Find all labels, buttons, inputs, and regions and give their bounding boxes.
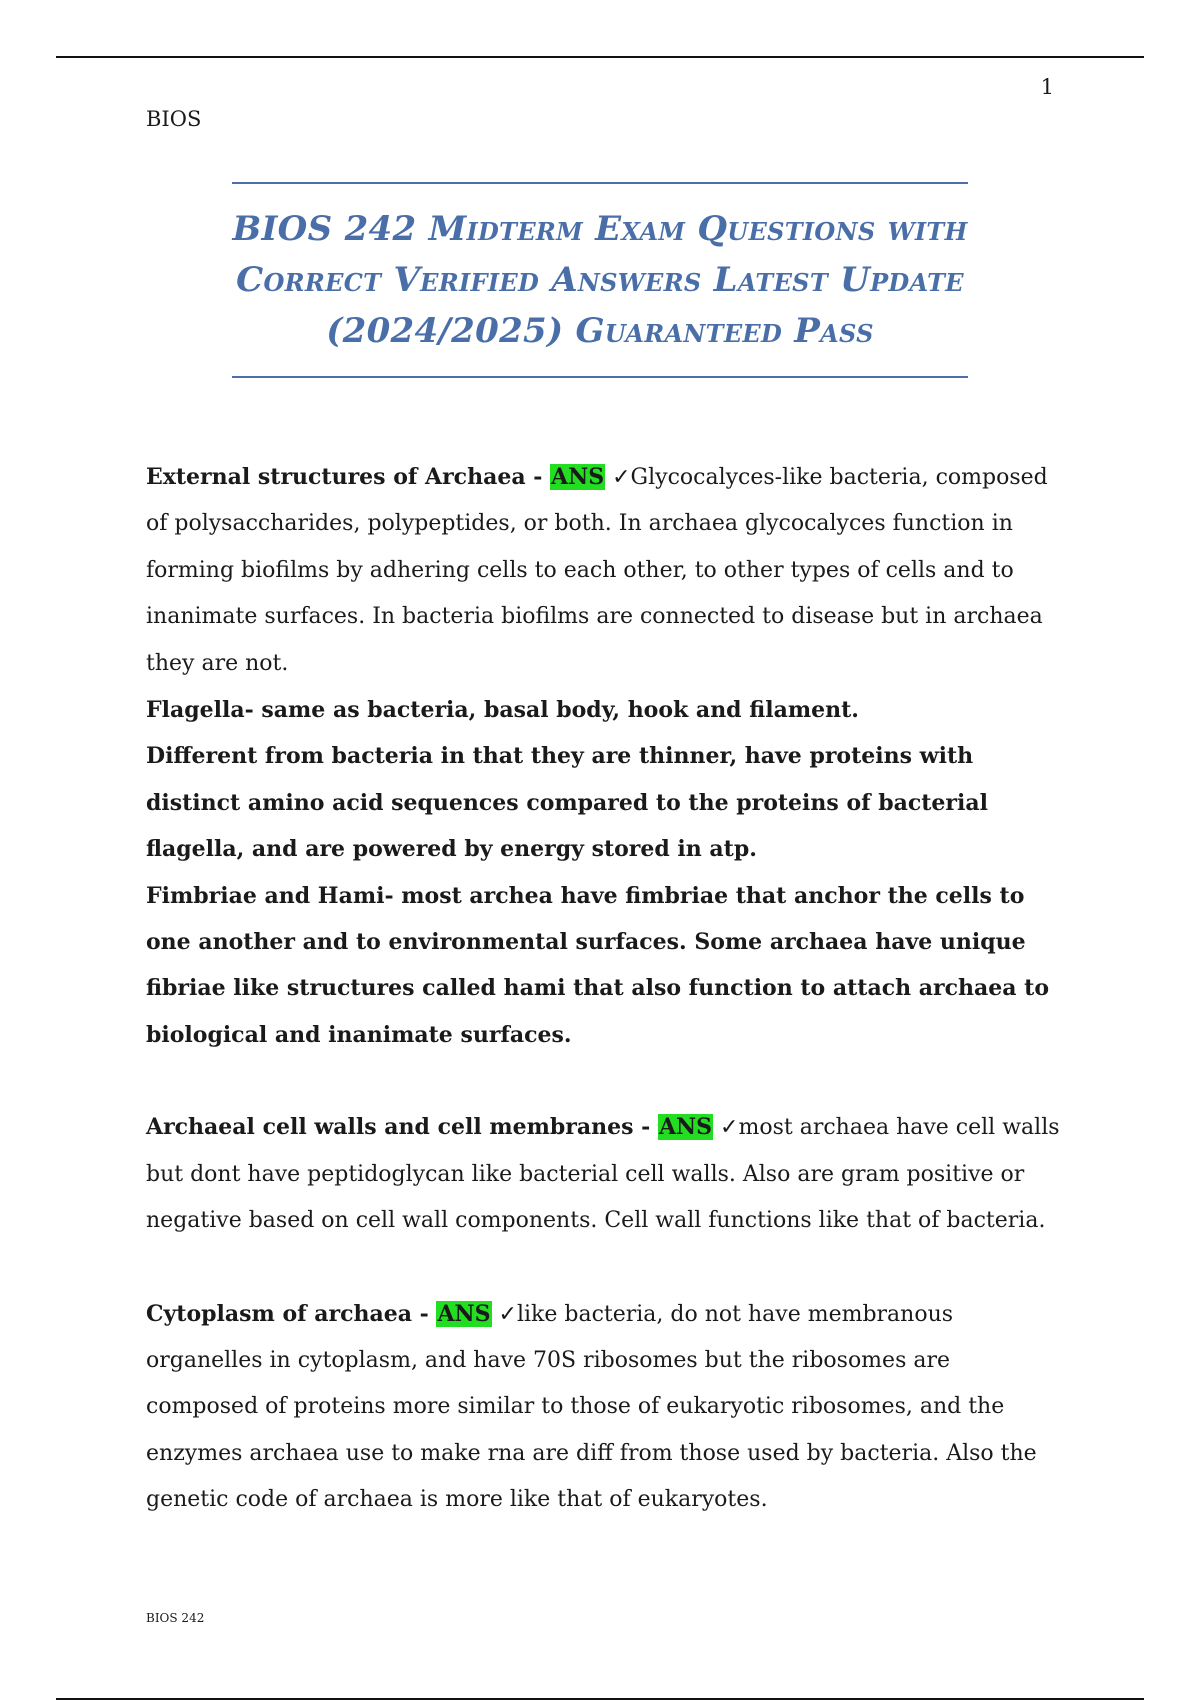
footer-label: BIOS 242 [146, 1611, 205, 1625]
entry-cell-walls [146, 1104, 1066, 1244]
title-line-2: Correct Verified Answers Latest Update [236, 260, 964, 300]
answer-text: Glycocalyces-like bacteria, composed of polysaccharides, polypeptides, or both. In archaea glycocalyces function in forming biofilms by adhering cells to each other, to other types of cells and to inanimate surfaces. In bacteria biofilms are connected to disease but in archaea they are not. [146, 465, 1048, 676]
paragraph-gap [146, 1245, 1066, 1291]
ans-label: ANS [551, 464, 605, 490]
paragraph-gap [146, 1058, 1066, 1104]
document-body [146, 454, 1066, 1524]
answer-text: like bacteria, do not have membranous organelles in cytoplasm, and have 70S ribosomes but the ribosomes are composed of proteins more similar to those of eukaryotic ribosomes, and the enzymes archaea use to make rna are diff from those used by bacteria. Also the genetic code of archaea is more like that of eukaryotes. [146, 1301, 1037, 1513]
page-number: 1 [1040, 75, 1054, 99]
document-title [232, 204, 968, 357]
extra-flagella: Flagella- same as bacteria, basal body, hook and filament. [146, 697, 859, 724]
question-text: Cytoplasm of archaea - [146, 1300, 437, 1327]
question-text: External structures of Archaea - [146, 464, 551, 490]
title-line-1: BIOS 242 Midterm Exam Questions with [232, 209, 968, 249]
top-rule [56, 56, 1144, 58]
extra-fimbriae-hami: Fimbriae and Hami- most archea have fimbriae that anchor the cells to one another and to environmental surfaces. Some archaea have unique fibriae like structures called hami that also function to attach archaea to biological and inanimate surfaces. [146, 882, 1049, 1048]
extra-flagella-difference: Different from bacteria in that they are thinner, have proteins with distinct amino acid sequences compared to the proteins of bacterial flagella, and are powered by energy stored in atp. [146, 743, 988, 863]
title-line-3: (2024/2025) Guaranteed Pass [326, 311, 874, 351]
title-block [232, 182, 968, 378]
question-text: Archaeal cell walls and cell membranes - [146, 1114, 658, 1141]
entry-cytoplasm [146, 1291, 1066, 1524]
check-icon: ✓ [612, 465, 631, 490]
ans-label: ANS [658, 1114, 713, 1141]
entry-external-structures [146, 454, 1066, 687]
header-label: BIOS [146, 107, 202, 131]
ans-label: ANS [437, 1300, 491, 1327]
check-icon: ✓ [720, 1115, 739, 1141]
check-icon: ✓ [498, 1301, 517, 1327]
answer-text: most archaea have cell walls but dont have peptidoglycan like bacterial cell walls. Also are gram positive or negative based on cell wall components. Cell wall functions like that of bacteria. [146, 1115, 1060, 1234]
